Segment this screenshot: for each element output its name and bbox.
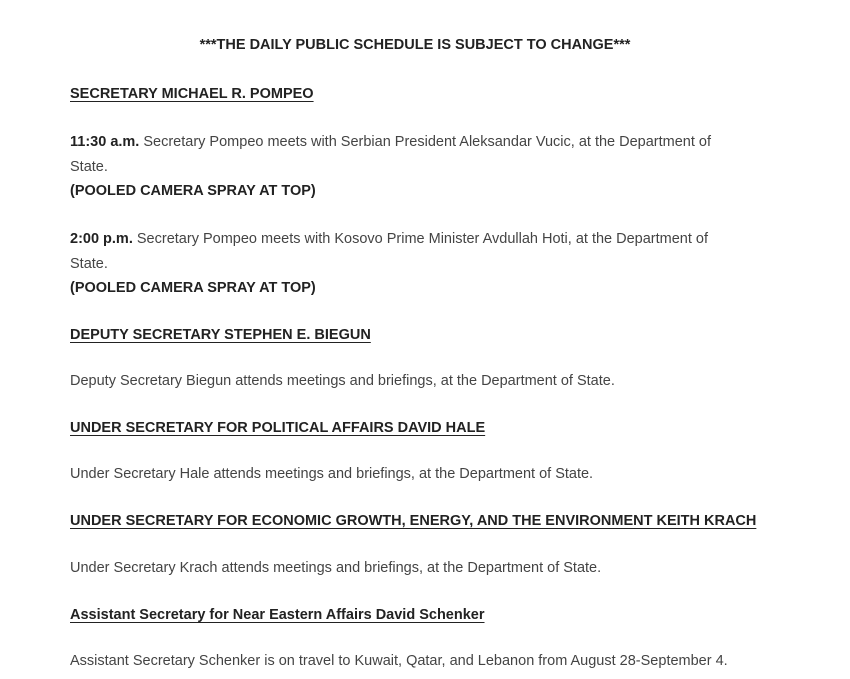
section-heading-schenker: Assistant Secretary for Near Eastern Affairs David Schenker (70, 607, 485, 623)
section-heading-pompeo: SECRETARY MICHAEL R. POMPEO (70, 86, 314, 102)
section-heading-biegun: DEPUTY SECRETARY STEPHEN E. BIEGUN (70, 327, 371, 343)
section-text-biegun: Deputy Secretary Biegun attends meetings and briefings, at the Department of State. (70, 373, 615, 389)
section-text-krach: Under Secretary Krach attends meetings and briefings, at the Department of State. (70, 560, 602, 576)
section-text-schenker: Assistant Secretary Schenker is on travel to Kuwait, Qatar, and Lebanon from August 28-September 4. (70, 653, 728, 669)
section-heading-hale: UNDER SECRETARY FOR POLITICAL AFFAIRS DAVID HALE (70, 420, 486, 436)
schedule-entry-1130 (70, 130, 730, 180)
schedule-notice: ***THE DAILY PUBLIC SCHEDULE IS SUBJECT TO CHANGE*** (199, 37, 631, 53)
entry-time: 2:00 p.m. (70, 231, 133, 247)
entry-time: 11:30 a.m. (70, 134, 140, 150)
pooled-spray-note: (POOLED CAMERA SPRAY AT TOP) (70, 183, 316, 199)
pooled-spray-note: (POOLED CAMERA SPRAY AT TOP) (70, 280, 316, 296)
entry-text: Secretary Pompeo meets with Kosovo Prime Minister Avdullah Hoti, at the Department of State. (70, 231, 709, 272)
schedule-entry-200 (70, 227, 730, 277)
entry-text: Secretary Pompeo meets with Serbian President Aleksandar Vucic, at the Department of State. (70, 134, 712, 175)
section-heading-krach: UNDER SECRETARY FOR ECONOMIC GROWTH, ENERGY, AND THE ENVIRONMENT KEITH KRACH (70, 513, 757, 529)
section-text-hale: Under Secretary Hale attends meetings and briefings, at the Department of State. (70, 466, 594, 482)
